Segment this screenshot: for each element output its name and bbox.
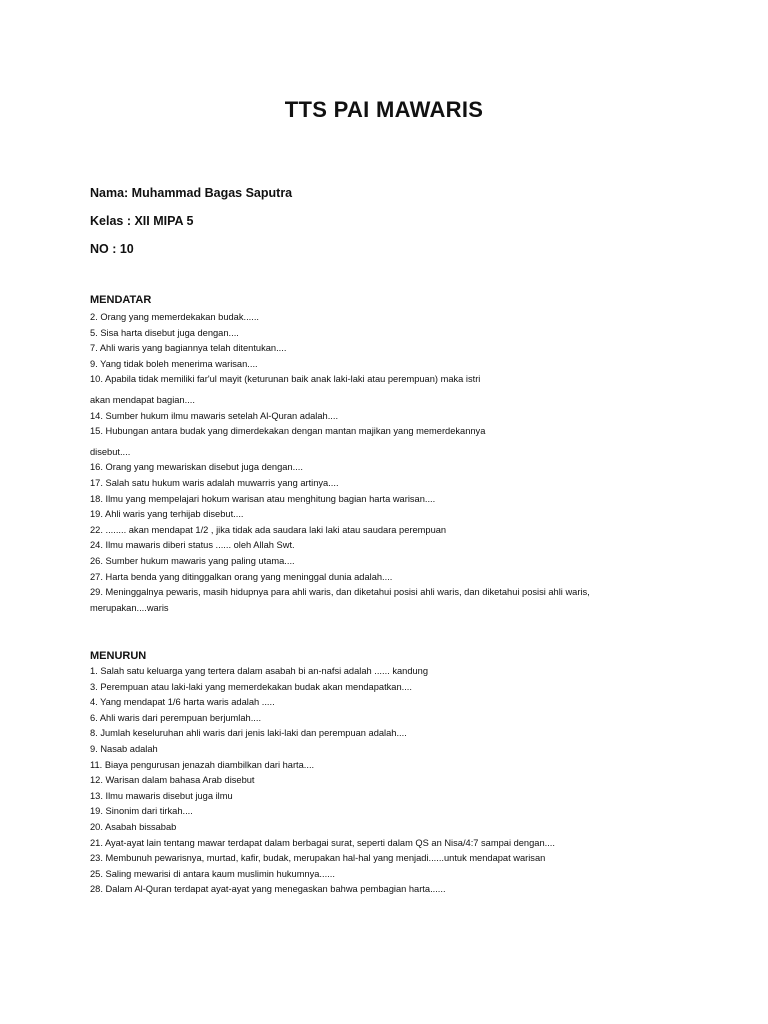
clue-item: 9. Yang tidak boleh menerima warisan.... bbox=[90, 358, 258, 369]
clue-item: 9. Nasab adalah bbox=[90, 743, 158, 754]
clue-item-continuation: merupakan....waris bbox=[90, 602, 169, 613]
clue-item: 13. Ilmu mawaris disebut juga ilmu bbox=[90, 790, 233, 801]
clue-item: 21. Ayat-ayat lain tentang mawar terdapat dalam berbagai surat, seperti dalam QS an Nisa/4:7 sampai dengan.... bbox=[90, 837, 555, 848]
clue-item: 20. Asabah bissabab bbox=[90, 821, 177, 832]
student-class: Kelas : XII MIPA 5 bbox=[90, 214, 194, 228]
page-title: TTS PAI MAWARIS bbox=[284, 97, 484, 122]
clue-item: 7. Ahli waris yang bagiannya telah ditentukan.... bbox=[90, 343, 287, 354]
clue-item: 15. Hubungan antara budak yang dimerdekakan dengan mantan majikan yang memerdekannya bbox=[90, 426, 486, 437]
clue-item: 17. Salah satu hukum waris adalah muwarris yang artinya.... bbox=[90, 477, 339, 488]
clue-item: 24. Ilmu mawaris diberi status ...... oleh Allah Swt. bbox=[90, 540, 295, 551]
clue-item: 27. Harta benda yang ditinggalkan orang yang meninggal dunia adalah.... bbox=[90, 571, 393, 582]
mendatar-list bbox=[90, 310, 690, 616]
clue-item: 10. Apabila tidak memiliki far'ul mayit (keturunan baik anak laki-laki atau perempuan) maka istri bbox=[90, 374, 481, 385]
clue-item-continuation: akan mendapat bagian.... bbox=[90, 394, 195, 405]
clue-item: 5. Sisa harta disebut juga dengan.... bbox=[90, 327, 239, 338]
menurun-heading: MENURUN bbox=[90, 650, 147, 662]
clue-item: 19. Ahli waris yang terhijab disebut.... bbox=[90, 509, 244, 520]
clue-item-continuation: disebut.... bbox=[90, 446, 131, 457]
clue-item: 26. Sumber hukum mawaris yang paling utama.... bbox=[90, 555, 295, 566]
clue-item: 16. Orang yang mewariskan disebut juga dengan.... bbox=[90, 462, 303, 473]
clue-item: 12. Warisan dalam bahasa Arab disebut bbox=[90, 775, 255, 786]
mendatar-heading: MENDATAR bbox=[90, 294, 152, 306]
clue-item: 19. Sinonim dari tirkah.... bbox=[90, 806, 193, 817]
clue-item: 22. ........ akan mendapat 1/2 , jika tidak ada saudara laki laki atau saudara perempuan bbox=[90, 524, 447, 535]
clue-item: 14. Sumber hukum ilmu mawaris setelah Al-Quran adalah.... bbox=[90, 410, 339, 421]
clue-item: 4. Yang mendapat 1/6 harta waris adalah ..... bbox=[90, 697, 275, 708]
clue-item: 11. Biaya pengurusan jenazah diambilkan dari harta.... bbox=[90, 759, 315, 770]
clue-item: 23. Membunuh pewarisnya, murtad, kafir, budak, merupakan hal-hal yang menjadi......untuk mendapat warisan bbox=[90, 853, 546, 864]
student-number: NO : 10 bbox=[90, 242, 134, 256]
clue-item: 3. Perempuan atau laki-laki yang memerdekakan budak akan mendapatkan.... bbox=[90, 681, 412, 692]
student-name: Nama: Muhammad Bagas Saputra bbox=[90, 186, 293, 200]
clue-item: 2. Orang yang memerdekakan budak...... bbox=[90, 312, 259, 322]
clue-item: 18. Ilmu yang mempelajari hokum warisan atau menghitung bagian harta warisan.... bbox=[90, 493, 436, 504]
menurun-list bbox=[90, 664, 690, 898]
clue-item: 28. Dalam Al-Quran terdapat ayat-ayat yang menegaskan bahwa pembagian harta...... bbox=[90, 884, 446, 895]
clue-item: 1. Salah satu keluarga yang tertera dalam asabah bi an-nafsi adalah ...... kandung bbox=[90, 666, 429, 676]
clue-item: 8. Jumlah keseluruhan ahli waris dari jenis laki-laki dan perempuan adalah.... bbox=[90, 728, 407, 739]
clue-item: 6. Ahli waris dari perempuan berjumlah.... bbox=[90, 712, 262, 723]
clue-item: 25. Saling mewarisi di antara kaum muslimin hukumnya...... bbox=[90, 868, 335, 879]
clue-item: 29. Meninggalnya pewaris, masih hidupnya para ahli waris, dan diketahui posisi ahli waris, dan diketahui posisi ahli waris, bbox=[90, 587, 590, 598]
